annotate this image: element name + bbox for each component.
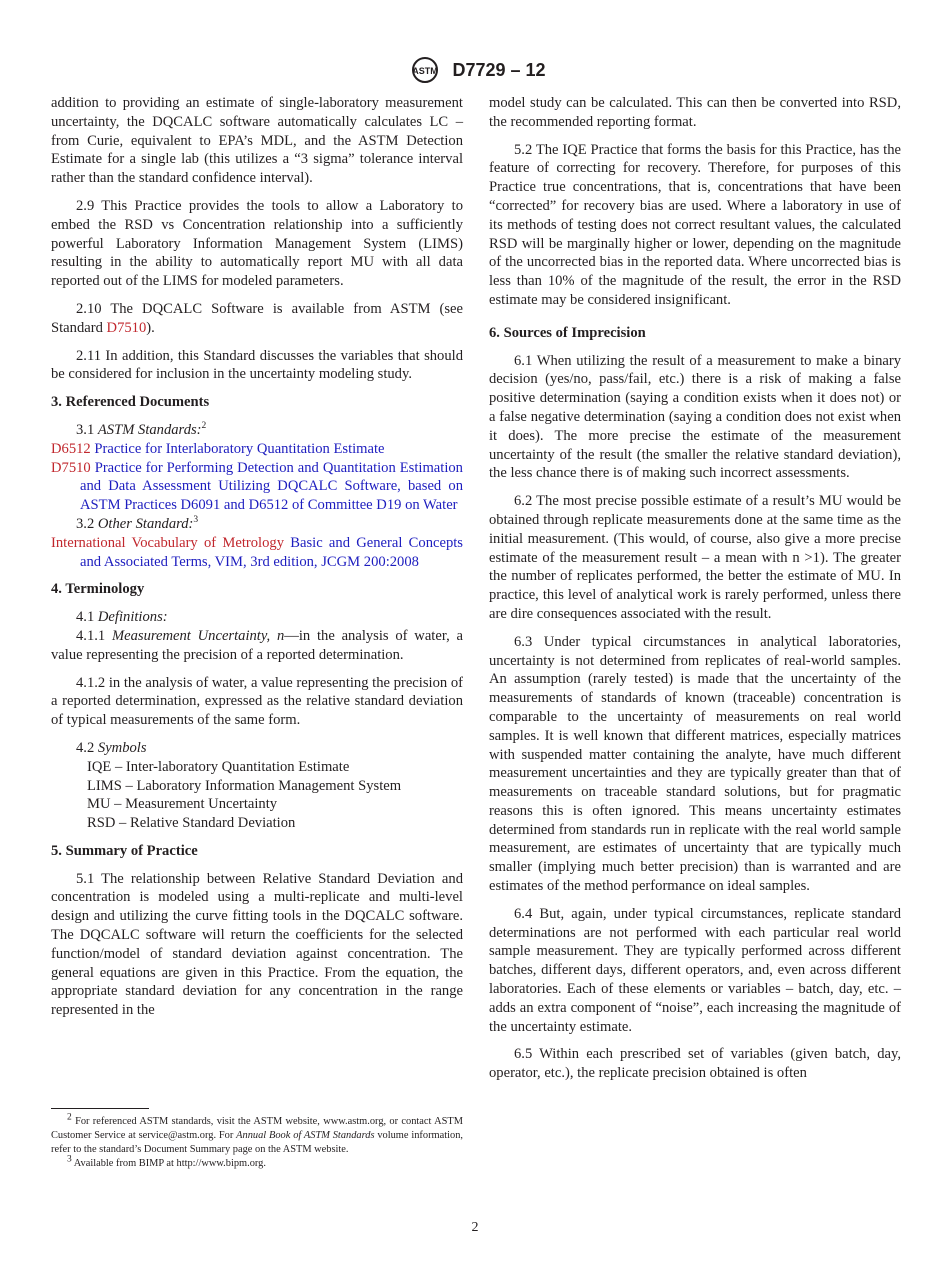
paragraph-2-10: 2.10 The DQCALC Software is available from ASTM (see Standard D7510). (51, 300, 463, 336)
paragraph-6-3: 6.3 Under typical circumstances in analytical laboratories, uncertainty is not determined from replicates of real-world samples. An assumption (rarely tested) is made that the uncertainty of the measurements of standards of known (traceable) concentration is comparable to the uncertainty of measurements on real world samples. It is well known that different matrices, especially matrices with suspended matter containing the analyte, have much different measurement uncertainties and they are typically greater than that of measurements on traceable standard solutions, but for pragmatic reasons this is often ignored. This means uncertainty estimates determined from standards run in replicate with the real world sample measurement, are estimates of uncertainty that are typically much smaller (implying much better precision) than is warranted and are estimates of the method performance on ideal samples. (489, 633, 901, 895)
left-column (51, 94, 463, 1029)
footnote-3: $^3$ Available from BIMP at http://www.bipm.org. (67, 1154, 266, 1170)
symbols-list (51, 758, 463, 833)
reference-d6512[interactable]: D6512 Practice for Interlaboratory Quantitation Estimate (51, 440, 385, 457)
paragraph-5-2: 5.2 The IQE Practice that forms the basis for this Practice, has the feature of correcting for recovery. Therefore, for purposes of this Practice true concentrations, that is, concentrations that have been “corrected” for recovery bias are used. Where a laboratory in use of its methods of testing does not correct resultant values, the calculated RSD will be marginally higher or lower, depending on the magnitude of the uncorrected bias in the reported data. Where uncorrected bias is less than 10% of the magnitude of the result, the error in the RSD estimate may be considered insignificant. (489, 141, 901, 308)
right-column (489, 94, 901, 1092)
subsection-4-1: 4.1 Definitions: (76, 609, 168, 626)
paragraph-5-1: 5.1 The relationship between Relative Standard Deviation and concentration is modeled using a multi-replicate and multi-level design and utilizing the curve fitting tools in the DQCALC software. The DQCALC software will return the coefficients for the selected function/model of standard deviation against concentration. The general equations are given in this Practice. From the equation, the appropriate standard deviation for any concentration in the range represented in the (51, 870, 463, 1019)
section-4-heading: 4. Terminology (51, 581, 145, 598)
symbol-item: IQE – Inter-laboratory Quantitation Estimate (87, 758, 350, 775)
reference-vim[interactable]: International Vocabulary of Metrology Basic and General Concepts and Associated Terms, VIM, 3rd edition, JCGM 200:2008 (51, 534, 463, 570)
astm-logo-icon (404, 56, 446, 84)
section-3-heading: 3. Referenced Documents (51, 394, 210, 411)
subsection-4-2: 4.2 Symbols (76, 739, 147, 756)
page-number: 2 (471, 1220, 479, 1235)
footnote-ref-3[interactable]: 3 (193, 515, 199, 526)
paragraph-6-5: 6.5 Within each prescribed set of variables (given batch, day, operator, etc.), the replicate precision obtained is often (489, 1046, 901, 1082)
footnote-divider (51, 1108, 149, 1109)
definition-4-1-2: 4.1.2 in the analysis of water, a value representing the precision of a reported determination, expressed as the relative standard deviation of typical measurements of the same form. (51, 674, 463, 729)
definition-4-1-1: 4.1.1 Measurement Uncertainty, n—in the analysis of water, a value representing the precision of a reported determination. (51, 627, 463, 663)
subsection-3-2: 3.2 Other Standard:$^3$ (76, 515, 199, 532)
paragraph-2-11: 2.11 In addition, this Standard discusses the variables that should be considered for inclusion in the uncertainty modeling study. (51, 347, 463, 383)
reference-d7510[interactable]: D7510 Practice for Performing Detection and Quantitation Estimation and Data Assessment Utilizing DQCALC Software, based on ASTM Practices D6091 and D6512 of Committee D19 on Water (51, 459, 463, 514)
paragraph-5-1-continued: model study can be calculated. This can then be converted into RSD, the recommended reporting format. (489, 95, 901, 130)
paragraph-6-4: 6.4 But, again, under typical circumstances, replicate standard determinations are not performed with each particular real world sample measurement. They are typically performed across different batches, different days, different operators, and, even across different laboratories. Each of these elements or variables – batch, day, etc. – adds an extra component of “noise”, each increasing the magnitude of the uncertainty estimate. (489, 905, 901, 1035)
footnotes (51, 1112, 463, 1171)
footnote-2: $^2$ For referenced ASTM standards, visit the ASTM website, www.astm.org, or contact ASTM Customer Service at service@astm.org. For Annual Book of ASTM Standards volume information, refer to the standard’s Document Summary page on the ASTM website. (51, 1112, 463, 1156)
section-6-heading: 6. Sources of Imprecision (489, 324, 646, 341)
d7510-link[interactable]: D7510 (106, 319, 147, 336)
document-designation: D7729 – 12 (452, 59, 546, 80)
page-header (0, 56, 950, 89)
symbol-item: RSD – Relative Standard Deviation (87, 815, 296, 832)
paragraph-6-2: 6.2 The most precise possible estimate of a result’s MU would be obtained through replicate measurements done at the same time as the initial measurement. (This would, of course, also give a more precise estimate of the measurement result – a mean with n >1). The greater the number of replicates performed, the better the estimate of MU. In practice, this level of analytical work is rarely performed, unless there are dire consequences associated with the result. (489, 493, 901, 622)
symbol-item: MU – Measurement Uncertainty (87, 796, 278, 813)
section-5-heading: 5. Summary of Practice (51, 842, 198, 859)
footnote-ref-2[interactable]: 2 (201, 421, 207, 432)
symbol-item: LIMS – Laboratory Information Management System (87, 777, 402, 794)
svg-text:ASTM: ASTM (412, 66, 439, 76)
paragraph-2-9: 2.9 This Practice provides the tools to allow a Laboratory to embed the RSD vs Concentration relationship into a sufficiently powerful Laboratory Information Management System (LIMS) resulting in the ability to automatically report MU with all data reported out of the LIMS for modeled parameters. (51, 197, 463, 290)
paragraph-2-8-continued: addition to providing an estimate of single-laboratory measurement uncertainty, the DQCALC software automatically calculates LC – from Curie, equivalent to EPA’s MDL, and the ASTM Detection Estimate for a single lab (this utilizes a “3 sigma” tolerance interval rather than the standard confidence interval). (51, 95, 463, 187)
paragraph-6-1: 6.1 When utilizing the result of a measurement to make a binary decision (yes/no, pass/fail, etc.) there is a risk of making a false positive determination (saying a condition exists when it does not) or a false negative determination (saying a condition does not exist when it does). The more precise the estimate of the measurement uncertainty of the result (the smaller the relative standard deviation), the less chance there is of making such incorrect assessments. (489, 352, 901, 482)
subsection-3-1: 3.1 ASTM Standards:$^2$ (76, 421, 207, 438)
